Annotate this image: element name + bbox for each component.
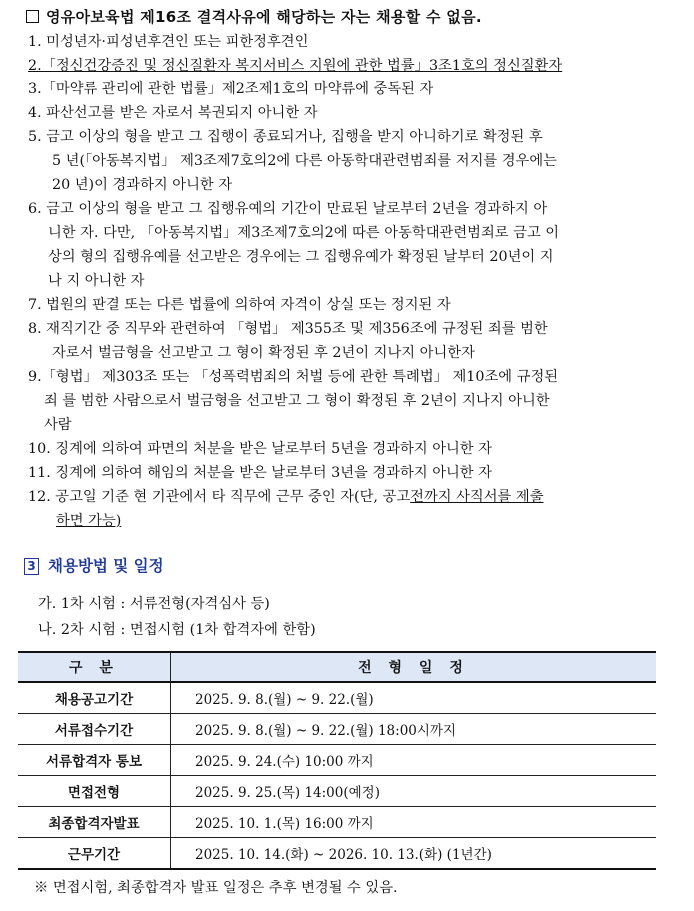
row-label: 서류접수기간 [18, 714, 171, 745]
list-item-continuation: 자로서 벌금형을 선고받고 그 형이 확정된 후 2년이 지나지 아니한자 [52, 345, 475, 361]
row-value: 2025. 10. 1.(목) 16:00 까지 [171, 807, 657, 838]
list-item: 4. 파산선고를 받은 자로서 복권되지 아니한 자 [28, 105, 318, 121]
stage-item: 가. 1차 시험 : 서류전형(자격심사 등) [38, 596, 270, 612]
list-item: 6. 금고 이상의 형을 받고 그 집행유예의 기간이 만료된 날로부터 2년을 경과하지 아 [28, 201, 548, 217]
list-item: 5. 금고 이상의 형을 받고 그 집행이 종료되거나, 집행을 받지 아니하기로 확정된 후 [28, 129, 543, 145]
header-category: 구 분 [18, 652, 171, 682]
checkbox-square-icon [26, 10, 39, 23]
list-item-continuation: 나 지 아니한 자 [48, 273, 145, 289]
header-schedule: 전 형 일 정 [171, 652, 657, 682]
row-label: 서류합격자 통보 [18, 745, 171, 776]
list-item [28, 488, 544, 506]
row-label: 면접전형 [18, 776, 171, 807]
row-value: 2025. 9. 24.(수) 10:00 까지 [171, 745, 657, 776]
table-row [18, 714, 656, 745]
list-item: 1. 미성년자·피성년후견인 또는 피한정후견인 [28, 34, 309, 50]
table-row [18, 807, 656, 838]
list-item: 8. 재직기간 중 직무와 관련하여 「형법」 제355조 및 제356조에 규정된 죄를 범한 [28, 321, 548, 337]
list-item: 9.「형법」 제303조 또는 「성폭력범죄의 처벌 등에 관한 특례법」 제10조에 규정된 [28, 369, 559, 385]
disqualification-heading [26, 6, 482, 27]
list-item: 10. 징계에 의하여 파면의 처분을 받은 날로부터 5년을 경과하지 아니한 자 [28, 441, 492, 457]
schedule-note: ※ 면접시험, 최종합격자 발표 일정은 추후 변경될 수 있음. [34, 880, 398, 896]
table-row [18, 682, 656, 714]
row-label: 최종합격자발표 [18, 807, 171, 838]
item12-prefix: 12. 공고일 기준 현 기관에서 타 직무에 근무 중인 자(단, 공고 [28, 489, 411, 505]
list-item-continuation: 20 년)이 경과하지 아니한 자 [52, 177, 233, 193]
schedule-table [18, 651, 656, 870]
stage-item: 나. 2차 시험 : 면접시험 (1차 합격자에 한함) [38, 622, 316, 638]
list-item-continuation: 상의 형의 집행유예를 선고받은 경우에는 그 집행유예가 확정된 날부터 20년이 지 [48, 249, 554, 265]
section-heading [24, 554, 164, 576]
list-item-continuation: 5 년(「아동복지법」 제3조제7호의2에 다른 아동학대관련범죄를 저지를 경우에는 [52, 153, 557, 169]
table-header-row [18, 652, 656, 682]
list-item-continuation: 니한 자. 다만, 「아동복지법」제3조제7호의2에 따른 아동학대관련범죄로 금고 이 [48, 225, 560, 241]
heading-text: 영유아보육법 제16조 결격사유에 해당하는 자는 채용할 수 없음. [46, 8, 482, 26]
table-row [18, 838, 656, 870]
row-value: 2025. 9. 8.(월) ~ 9. 22.(월) [171, 682, 657, 714]
list-item: 2.「정신건강증진 및 정신질환자 복지서비스 지원에 관한 법률」3조1호의 정신질환자 [28, 58, 563, 74]
table-row [18, 776, 656, 807]
section-title: 채용방법 및 일정 [48, 557, 164, 575]
list-item-continuation: 사람 [44, 417, 72, 433]
list-item: 11. 징계에 의하여 해임의 처분을 받은 날로부터 3년을 경과하지 아니한 자 [28, 465, 492, 481]
section-number-box: 3 [24, 558, 39, 575]
table-row [18, 745, 656, 776]
item12-underlined: 전까지 사직서를 제출 [410, 489, 544, 505]
row-value: 2025. 9. 25.(목) 14:00(예정) [171, 776, 657, 807]
row-value: 2025. 10. 14.(화) ~ 2026. 10. 13.(화) (1년간) [171, 838, 657, 870]
row-value: 2025. 9. 8.(월) ~ 9. 22.(월) 18:00시까지 [171, 714, 657, 745]
row-label: 채용공고기간 [18, 682, 171, 714]
list-item-continuation: 죄 를 범한 사람으로서 벌금형을 선고받고 그 형이 확정된 후 2년이 지나지 아니한 [44, 393, 550, 409]
list-item: 3.「마약류 관리에 관한 법률」제2조제1호의 마약류에 중독된 자 [28, 81, 434, 97]
list-item: 7. 법원의 판결 또는 다른 법률에 의하여 자격이 상실 또는 정지된 자 [28, 297, 451, 313]
list-item-continuation: 하면 가능) [56, 513, 122, 529]
row-label: 근무기간 [18, 838, 171, 870]
